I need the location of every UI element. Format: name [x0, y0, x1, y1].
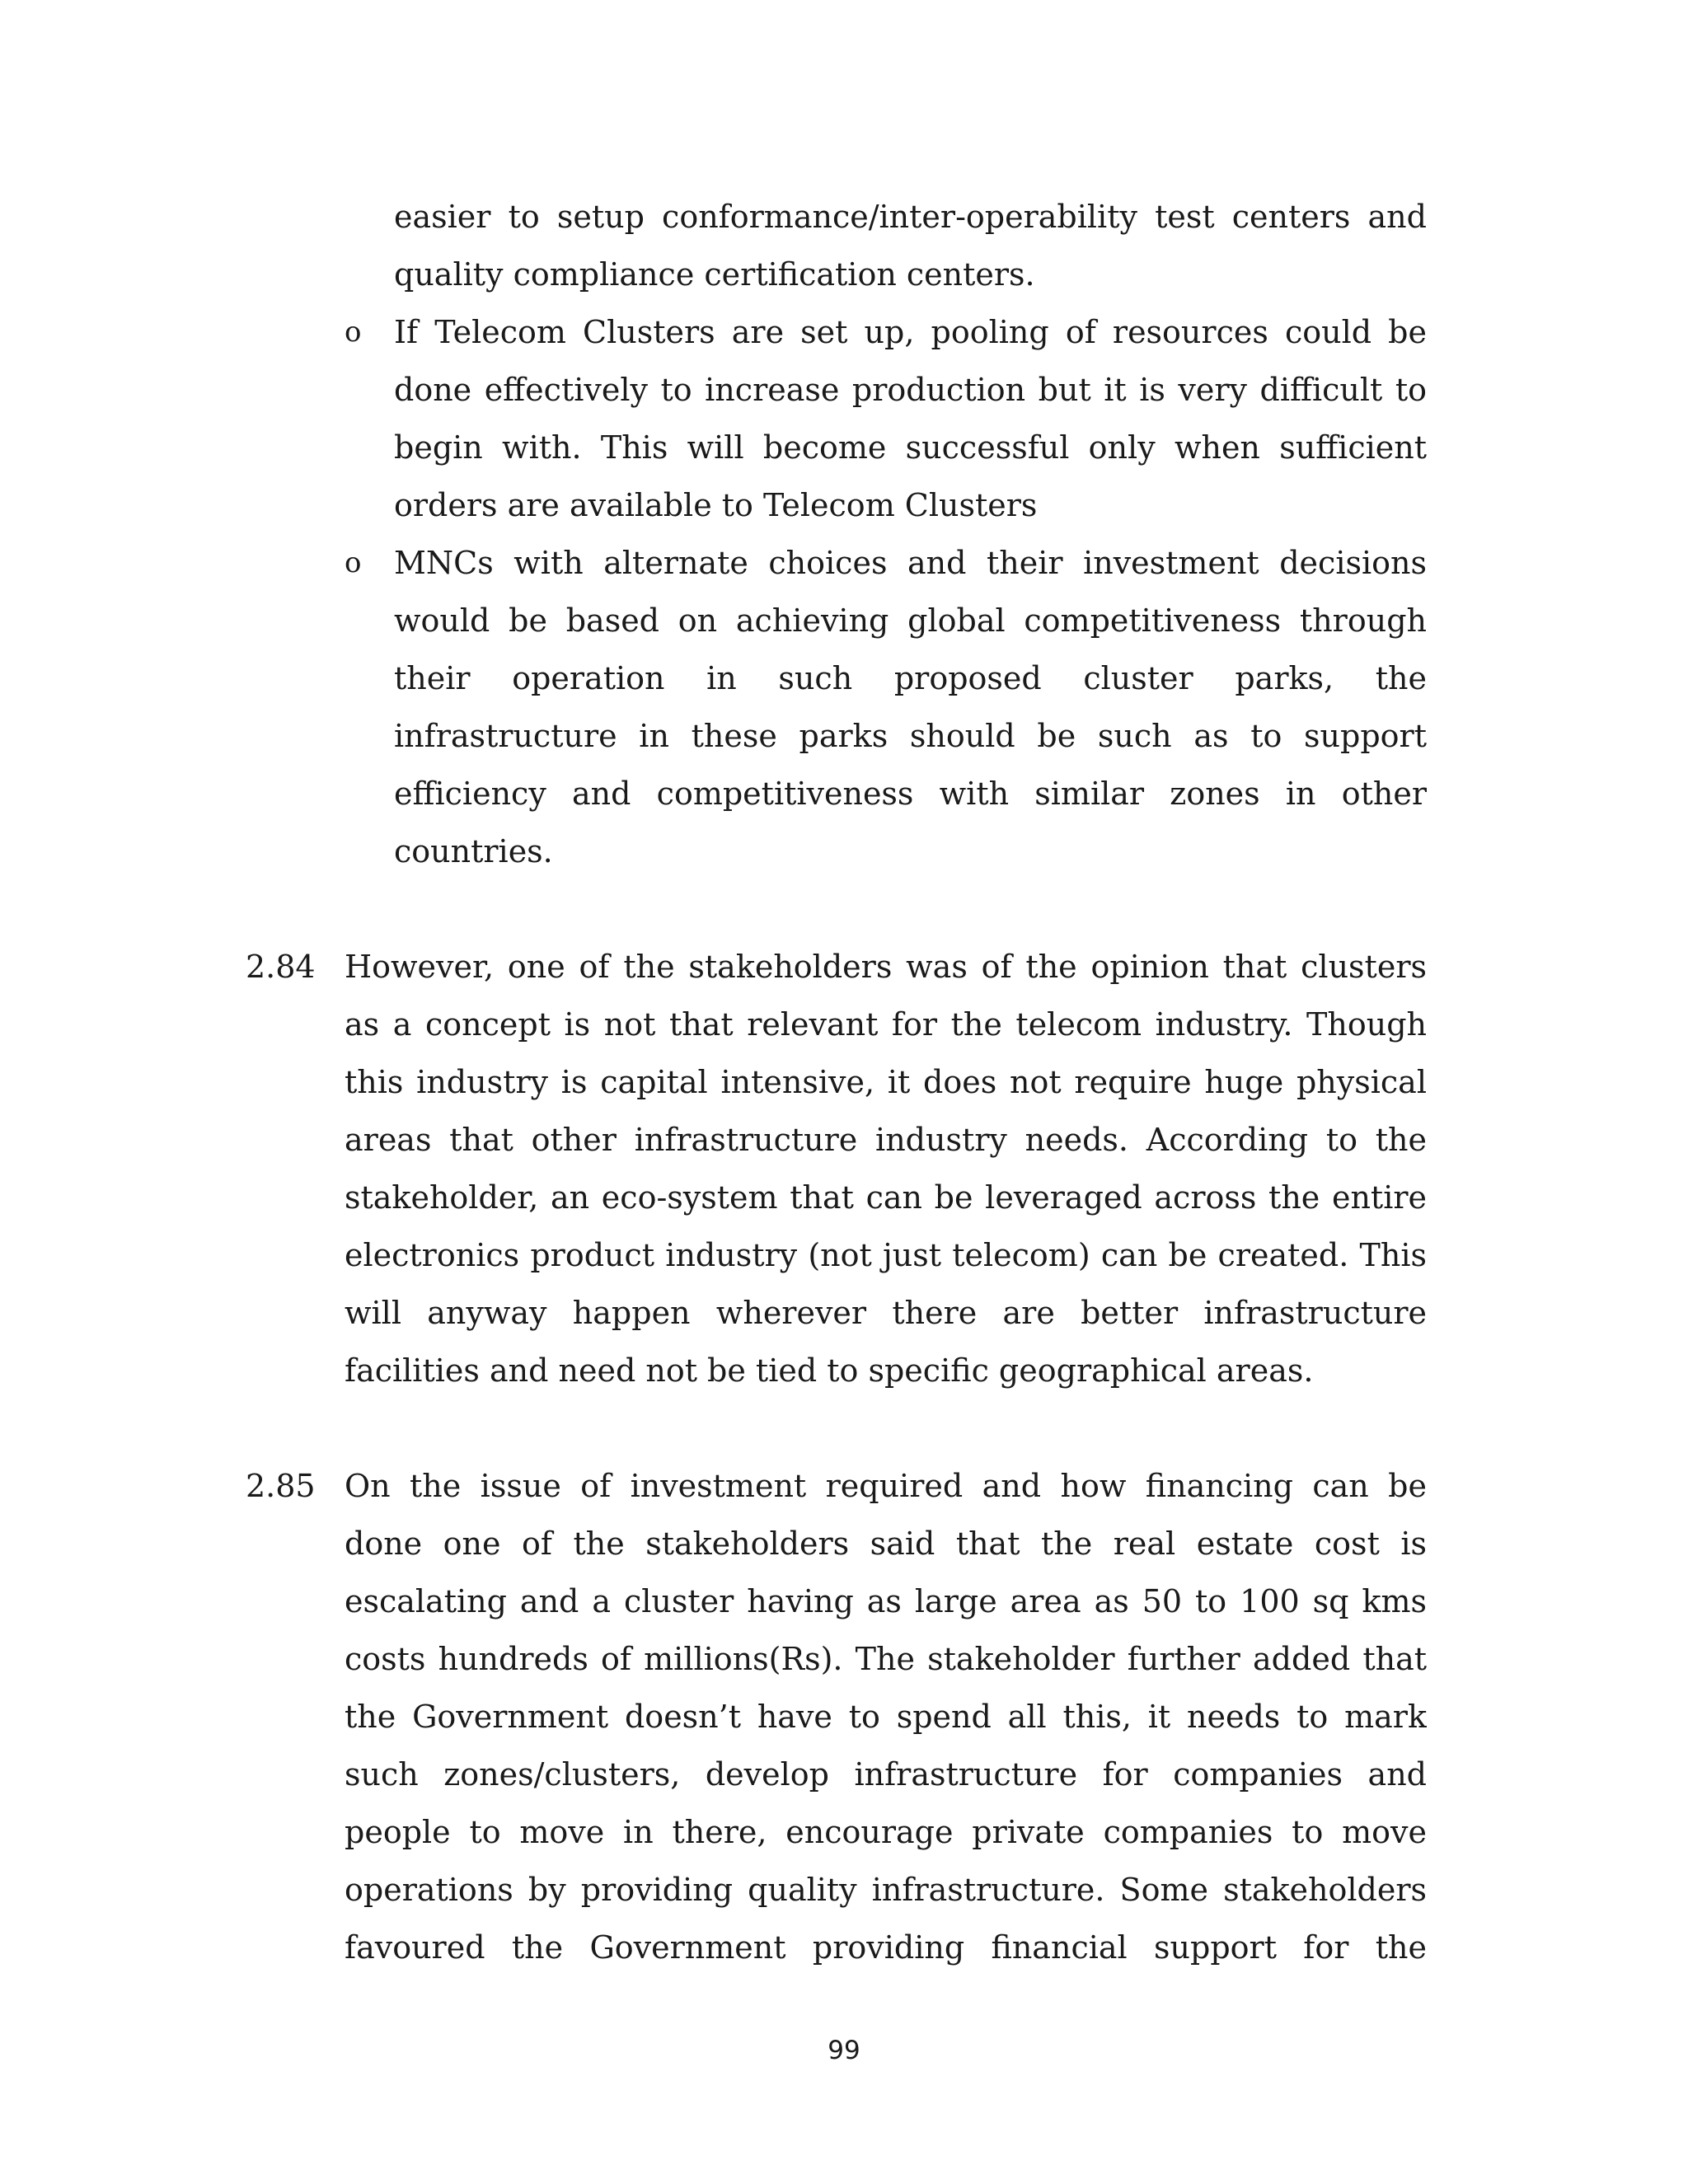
paragraph-number: 2.85	[246, 1468, 316, 1504]
paragraph-line: escalating and a cluster having as large area as 50 to 100 sq kms	[345, 1583, 1427, 1619]
bullet-line: MNCs with alternate choices and their investment decisions	[394, 545, 1427, 581]
continuation-line: easier to setup conformance/inter-operability test centers and	[394, 199, 1427, 235]
bullet-line: done effectively to increase production but it is very difficult to	[394, 372, 1427, 408]
bullet-line: If Telecom Clusters are set up, pooling of resources could be	[394, 314, 1427, 350]
bullet-line: efficiency and competitiveness with similar zones in other	[394, 776, 1427, 812]
bullet-line: countries.	[394, 833, 553, 869]
paragraph-line: as a concept is not that relevant for the telecom industry. Though	[345, 1006, 1427, 1043]
paragraph-number: 2.84	[246, 949, 316, 985]
paragraph-line: facilities and need not be tied to specific geographical areas.	[345, 1352, 1314, 1389]
paragraph-line: stakeholder, an eco-system that can be leveraged across the entire	[345, 1179, 1427, 1216]
paragraph-line: the Government doesn’t have to spend all this, it needs to mark	[345, 1699, 1427, 1735]
paragraph-line: areas that other infrastructure industry needs. According to the	[345, 1122, 1427, 1158]
bullet-line: orders are available to Telecom Clusters	[394, 487, 1038, 523]
paragraph-line: electronics product industry (not just telecom) can be created. This	[345, 1237, 1427, 1273]
paragraph-line: favoured the Government providing financial support for the	[345, 1929, 1427, 1966]
paragraph-line: However, one of the stakeholders was of the opinion that clusters	[345, 949, 1427, 985]
paragraph-line: this industry is capital intensive, it does not require huge physical	[345, 1064, 1427, 1100]
bullet-marker: o	[345, 546, 362, 579]
paragraph-line: will anyway happen wherever there are better infrastructure	[345, 1295, 1427, 1331]
paragraph-line: done one of the stakeholders said that the real estate cost is	[345, 1526, 1427, 1562]
paragraph-line: operations by providing quality infrastructure. Some stakeholders	[345, 1872, 1427, 1908]
paragraph-line: costs hundreds of millions(Rs). The stakeholder further added that	[345, 1641, 1427, 1677]
paragraph-line: On the issue of investment required and how financing can be	[345, 1468, 1427, 1504]
paragraph-line: such zones/clusters, develop infrastructure for companies and	[345, 1756, 1427, 1793]
bullet-line: would be based on achieving global competitiveness through	[394, 602, 1427, 639]
paragraph-line: people to move in there, encourage private companies to move	[345, 1814, 1427, 1850]
page-number: 99	[828, 2036, 860, 2065]
bullet-line: infrastructure in these parks should be such as to support	[394, 718, 1427, 754]
continuation-line: quality compliance certification centers.	[394, 256, 1035, 293]
bullet-marker: o	[345, 316, 362, 349]
bullet-line: their operation in such proposed cluster parks, the	[394, 660, 1427, 696]
bullet-line: begin with. This will become successful only when sufficient	[394, 429, 1427, 466]
